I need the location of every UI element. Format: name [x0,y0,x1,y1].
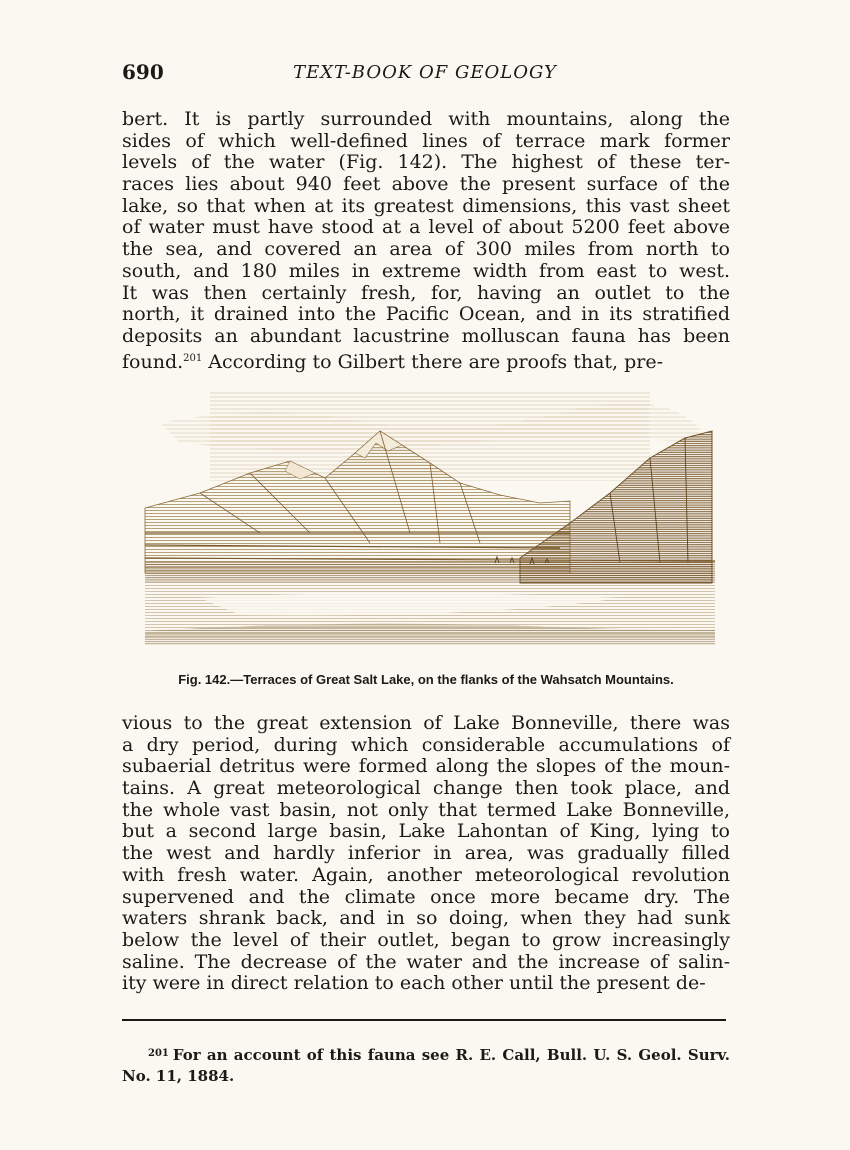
text-line: deposits an abundant lacustrine molluscan fauna has been [122,324,730,347]
engraving-illustration [140,383,715,653]
text-line: the sea, and covered an area of 300 miles from north to [122,238,730,261]
page-number: 690 [122,60,164,84]
text-line: tains. A great meteorological change then took place, and [122,777,730,800]
figure-label: Fig. 142. [178,672,231,687]
text-line: ity were in direct relation to each other until the present de- [122,972,706,995]
page-header [122,60,728,90]
text-line: bert. It is partly surrounded with mountains, along the [122,108,730,130]
running-title: TEXT-BOOK OF GEOLOGY [293,62,557,83]
text-line: races lies about 940 feet above the present surface of the [122,173,730,196]
text-line: saline. The decrease of the water and the increase of salin- [122,950,730,973]
body-text-top [122,108,730,373]
text-line: with fresh water. Again, another meteorological revolution [122,863,730,886]
text-line: vious to the great extension of Lake Bonneville, there was [122,712,730,734]
footnote-line [122,1043,730,1066]
text-line: of water must have stood at a level of about 5200 feet above [122,216,730,239]
footnote-divider [122,1019,726,1021]
text-line: a dry period, during which considerable accumulations of [122,733,730,756]
body-text-bottom [122,713,730,995]
text-line: It was then certainly fresh, for, having an outlet to the [122,281,730,304]
text-line: south, and 180 miles in extreme width from east to west. [122,259,730,282]
footnote-mark: 201 [148,1048,169,1059]
text-line: below the level of their outlet, began to grow increasingly [122,928,730,951]
text-line-with-footnote-ref [122,348,730,373]
caption-text: —Terraces of Great Salt Lake, on the flanks of the Wahsatch Mountains. [230,672,674,687]
text-line: but a second large basin, Lake Lahontan of King, lying to [122,820,730,843]
text-line: levels of the water (Fig. 142). The highest of these ter- [122,151,730,174]
text-line: waters shrank back, and in so doing, when they had sunk [122,907,730,930]
mountain-lake-engraving [140,383,715,653]
figure-caption [122,672,730,687]
text-line: lake, so that when at its greatest dimensions, this vast sheet [122,194,730,217]
text-segment: According to Gilbert there are proofs that, pre- [202,350,664,373]
text-line: sides of which well-defined lines of terrace mark former [122,129,730,152]
text-segment: found. [122,350,184,373]
text-line: the whole vast basin, not only that termed Lake Bonneville, [122,798,730,821]
footnote-line: No. 11, 1884. [122,1067,235,1085]
text-line: subaerial detritus were formed along the slopes of the moun- [122,755,730,778]
text-line: the west and hardly inferior in area, was gradually filled [122,842,730,865]
footnote-text: For an account of this fauna see R. E. Call, Bull. U. S. Geol. Surv. [172,1046,730,1064]
text-line: supervened and the climate once more became dry. The [122,885,730,908]
footnote-reference[interactable]: 201 [183,352,203,364]
footnote [122,1043,730,1087]
text-line: north, it drained into the Pacific Ocean, and in its stratified [122,303,730,326]
